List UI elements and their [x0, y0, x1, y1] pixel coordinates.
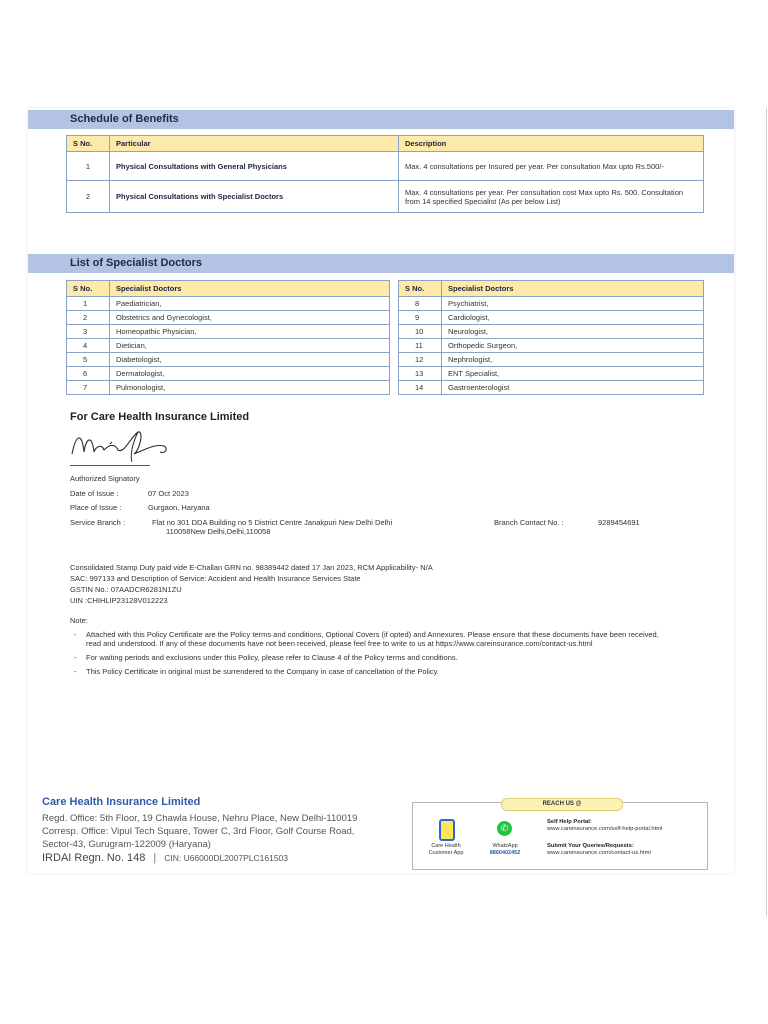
table-row [67, 381, 390, 395]
footer-company-name: Care Health Insurance Limited [42, 796, 201, 808]
self-help-url[interactable]: www.careinsurance.com/self-help-portal.html [547, 826, 663, 832]
benefit-particular: Physical Consultations with Specialist Doctors [110, 181, 399, 213]
table-row [399, 339, 704, 353]
branch-contact-value: 9289454691 [598, 518, 640, 527]
whatsapp-label: WhatsApp [492, 843, 518, 849]
specialists-header-row [67, 281, 390, 297]
irdai-regn: IRDAI Regn. No. 148 [42, 852, 146, 864]
specialists-table-right [398, 280, 704, 395]
whatsapp-number: 8860402452 [489, 850, 521, 856]
specialists-section-title: List of Specialist Doctors [28, 254, 734, 273]
app-label-line1: Care Health [431, 843, 461, 849]
corresp-office-line1: Corresp. Office: Vipul Tech Square, Tower C, 3rd Floor, Golf Course Road, [42, 826, 355, 837]
notes-section [70, 616, 670, 681]
specialist-name: Pulmonologist, [110, 381, 390, 395]
specialist-sno: 5 [67, 353, 110, 367]
signature-line [70, 465, 150, 466]
self-help-title: Self Help Portal: [547, 819, 592, 825]
authorized-signatory-label: Authorized Signatory [70, 474, 140, 483]
specialist-sno: 8 [399, 297, 442, 311]
table-row [67, 325, 390, 339]
table-row [67, 181, 704, 213]
table-row [399, 311, 704, 325]
separator: | [153, 852, 157, 864]
table-row [399, 381, 704, 395]
col-header-specialist: Specialist Doctors [442, 281, 704, 297]
service-branch-address-line1: Flat no 301 DDA Building no 5 District Centre Janakpuri New Delhi Delhi [152, 518, 393, 527]
specialist-sno: 7 [67, 381, 110, 395]
date-of-issue-label: Date of Issue : [70, 489, 119, 498]
reach-us-label: REACH US @ [501, 798, 623, 811]
whatsapp-contact[interactable] [479, 843, 531, 857]
specialist-sno: 1 [67, 297, 110, 311]
benefit-particular: Physical Consultations with General Physicians [110, 152, 399, 181]
specialist-name: Paediatrician, [110, 297, 390, 311]
whatsapp-icon: ✆ [497, 821, 512, 836]
col-header-particular: Particular [110, 136, 399, 152]
for-company-heading: For Care Health Insurance Limited [70, 411, 250, 423]
benefit-description: Max. 4 consultations per year. Per consultation cost Max upto Rs. 500. Consultation from 14 specified Specialist (As per below List) [399, 181, 704, 213]
specialists-table-left [66, 280, 390, 395]
queries-title: Submit Your Queries/Requests: [547, 843, 634, 849]
specialist-name: Diabetologist, [110, 353, 390, 367]
benefits-header-row [67, 136, 704, 152]
schedule-section-title: Schedule of Benefits [28, 110, 734, 129]
specialist-name: Homeopathic Physician, [110, 325, 390, 339]
notes-title: Note: [70, 616, 88, 625]
benefit-sno: 2 [67, 181, 110, 213]
table-row [67, 367, 390, 381]
specialist-name: Orthopedic Surgeon, [442, 339, 704, 353]
corresp-office-line2: Sector-43, Gurugram-122009 (Haryana) [42, 839, 211, 850]
specialist-name: Dietician, [110, 339, 390, 353]
specialist-name: Nephrologist, [442, 353, 704, 367]
specialist-name: ENT Specialist, [442, 367, 704, 381]
self-help-portal[interactable] [547, 819, 662, 833]
queries-url[interactable]: www.careinsurance.com/contact-us.html [547, 850, 651, 856]
cin-number: CIN: U66000DL2007PLC161503 [164, 853, 289, 863]
col-header-sno: S No. [67, 136, 110, 152]
signature-image [68, 424, 178, 466]
table-row [399, 297, 704, 311]
place-of-issue-label: Place of Issue : [70, 503, 122, 512]
col-header-specialist: Specialist Doctors [110, 281, 390, 297]
note-item: - This Policy Certificate in original must be surrendered to the Company in case of cancellation of the Policy. [70, 667, 670, 676]
specialist-sno: 2 [67, 311, 110, 325]
date-of-issue-value: 07 Oct 2023 [148, 489, 189, 498]
specialist-sno: 9 [399, 311, 442, 325]
service-branch-label: Service Branch : [70, 518, 126, 527]
note-item: - For waiting periods and exclusions under this Policy, please refer to Clause 4 of the Policy terms and conditions. [70, 653, 670, 662]
table-row [67, 353, 390, 367]
table-row [67, 152, 704, 181]
specialists-header-row [399, 281, 704, 297]
specialist-sno: 11 [399, 339, 442, 353]
benefits-table [66, 135, 704, 213]
specialist-sno: 3 [67, 325, 110, 339]
uin-text: UIN :CHIHLIP23128V012223 [70, 596, 168, 605]
table-row [399, 325, 704, 339]
note-item: - Attached with this Policy Certificate are the Policy terms and conditions, Optional Covers (if opted) and Annexures. Please ensure that these documents have been received, read and understood. If any of these documents have not been received, please feel free to write to us at https://www.careinsurance.com/contact-us.html [70, 630, 670, 648]
specialist-sno: 4 [67, 339, 110, 353]
table-row [399, 367, 704, 381]
specialist-name: Neurologist, [442, 325, 704, 339]
specialist-sno: 6 [67, 367, 110, 381]
table-row [67, 297, 390, 311]
benefit-sno: 1 [67, 152, 110, 181]
specialist-name: Gastroenterologist [442, 381, 704, 395]
specialist-name: Psychiatrist, [442, 297, 704, 311]
specialist-name: Cardiologist, [442, 311, 704, 325]
irdai-line [42, 852, 412, 864]
table-row [67, 339, 390, 353]
col-header-sno: S No. [399, 281, 442, 297]
scan-edge-line [766, 108, 767, 916]
table-row [399, 353, 704, 367]
specialist-name: Dermatologist, [110, 367, 390, 381]
reach-us-box [412, 802, 708, 870]
mobile-app-icon [439, 819, 455, 841]
customer-app-label[interactable] [419, 843, 473, 857]
regd-office-address: Regd. Office: 5th Floor, 19 Chawla House, Nehru Place, New Delhi-110019 [42, 813, 358, 824]
table-row [67, 311, 390, 325]
place-of-issue-value: Gurgaon, Haryana [148, 503, 210, 512]
specialist-name: Obstetrics and Gynecologist, [110, 311, 390, 325]
specialist-sno: 10 [399, 325, 442, 339]
specialist-sno: 14 [399, 381, 442, 395]
queries-portal[interactable] [547, 843, 651, 857]
gstin-text: GSTIN No.: 07AADCR6281N1ZU [70, 585, 182, 594]
service-branch-address-line2: 110058New Delhi,Delhi,110058 [166, 527, 271, 536]
stamp-duty-text: Consolidated Stamp Duty paid vide E-Challan GRN no. 98389442 dated 17 Jan 2023, RCM Applicability- N/A [70, 563, 433, 572]
policy-page [28, 108, 734, 873]
col-header-sno: S No. [67, 281, 110, 297]
specialist-sno: 13 [399, 367, 442, 381]
col-header-description: Description [399, 136, 704, 152]
specialist-sno: 12 [399, 353, 442, 367]
benefit-description: Max. 4 consultations per Insured per year. Per consultation Max upto Rs.500/- [399, 152, 704, 181]
branch-contact-label: Branch Contact No. : [494, 518, 564, 527]
sac-text: SAC: 997133 and Description of Service: Accident and Health Insurance Services State [70, 574, 361, 583]
company-footer [42, 796, 412, 864]
app-label-line2: Customer App [428, 850, 464, 856]
